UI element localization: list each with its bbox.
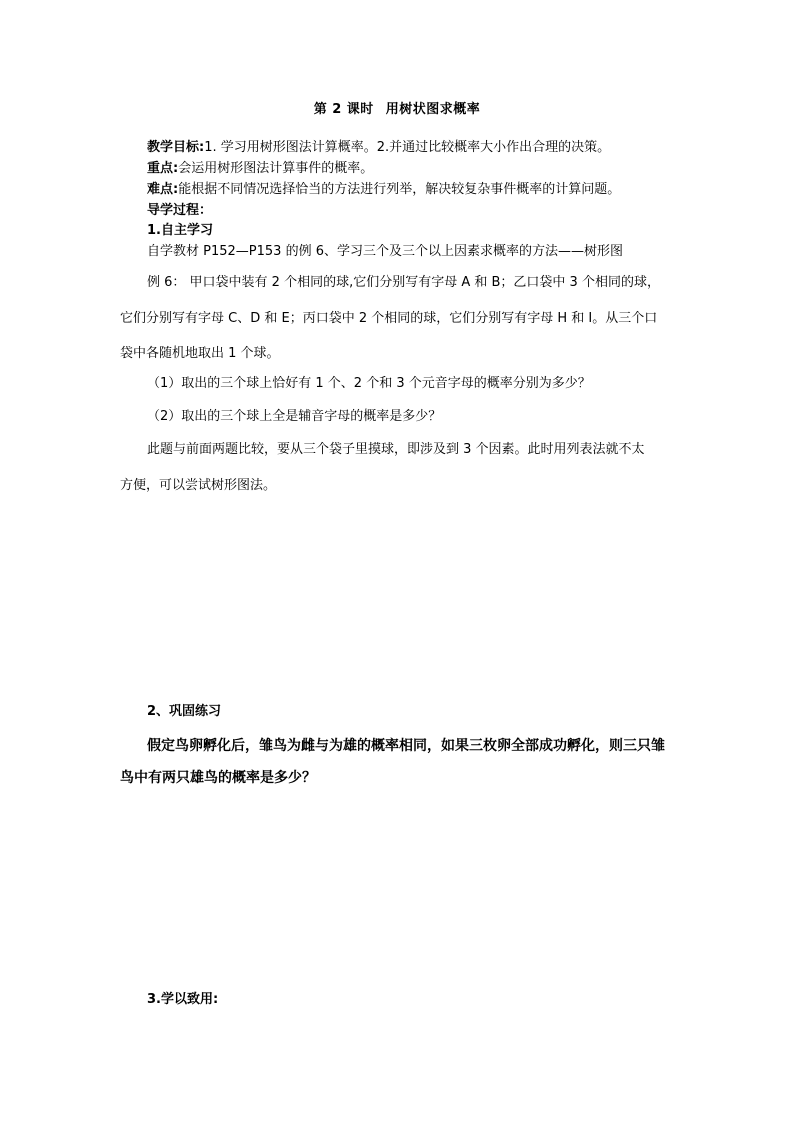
page-title [0, 98, 794, 117]
key-point-text: 会运用树形图法计算事件的概率。 [178, 161, 374, 176]
key-point-line [147, 160, 373, 178]
note-line-1: 此题与前面两题比较，要从三个袋子里摸球，即涉及到 3 个因素。此时用列表法就不太 [147, 442, 645, 457]
section3-heading: 3.学以致用: [147, 992, 219, 1007]
lesson-number: 第 2 课时 [313, 102, 374, 117]
process-label: 导学过程： [147, 203, 213, 218]
note-line-2: 方便，可以尝试树形图法。 [120, 478, 277, 493]
section1-intro: 自学教材 P152—P153 的例 6、学习三个及三个以上因素求概率的方法——树形图 [147, 244, 623, 259]
exercise-line-2: 鸟中有两只雄鸟的概率是多少？ [120, 770, 316, 786]
example-line-3: 袋中各随机地取出 1 个球。 [120, 346, 280, 361]
difficulty-label: 难点: [147, 182, 179, 197]
question-2: （2）取出的三个球上全是辅音字母的概率是多少？ [147, 409, 442, 424]
example-line-2: 它们分别写有字母 C、D 和 E；丙口袋中 2 个相同的球，它们分别写有字母 H 和 I。从三个口 [120, 311, 658, 326]
objectives-text: 1. 学习用树形图法计算概率。2.并通过比较概率大小作出合理的决策。 [204, 140, 611, 155]
difficulty-line [147, 181, 620, 199]
difficulty-text: 能根据不同情况选择恰当的方法进行列举，解决较复杂事件概率的计算问题。 [178, 182, 621, 197]
example-line-1: 例 6： 甲口袋中装有 2 个相同的球,它们分别写有字母 A 和 B；乙口袋中 3 个相同的球， [147, 275, 660, 290]
exercise-line-1: 假定鸟卵孵化后，雏鸟为雌与为雄的概率相同，如果三枚卵全部成功孵化，则三只雏 [147, 738, 665, 754]
objectives-label: 教学目标: [147, 140, 205, 155]
key-point-label: 重点: [147, 161, 179, 176]
lesson-title: 用树状图求概率 [385, 102, 481, 117]
objectives-line [147, 139, 610, 157]
question-1: （1）取出的三个球上恰好有 1 个、2 个和 3 个元音字母的概率分别为多少？ [147, 376, 591, 391]
section1-heading: 1.自主学习 [147, 223, 213, 238]
section2-heading: 2、巩固练习 [147, 704, 222, 719]
